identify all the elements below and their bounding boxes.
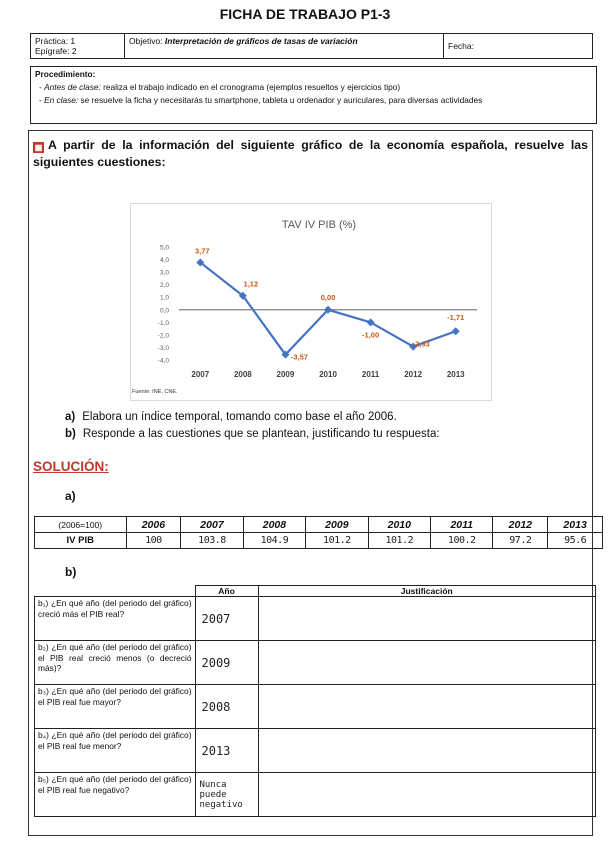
x-tick-label: 2007	[191, 370, 210, 379]
index-year: 2009	[306, 517, 368, 533]
question-row	[35, 685, 596, 729]
question-text: Elabora un índice temporal, tomando como base el año 2006.	[82, 411, 397, 423]
y-tick-label: 2,0	[159, 282, 169, 290]
index-value: 103.8	[181, 533, 243, 549]
question-row	[35, 729, 596, 773]
data-label: 0,00	[320, 292, 336, 302]
x-tick-label: 2012	[404, 370, 423, 379]
date-cell	[444, 34, 593, 59]
index-value: 95.6	[548, 533, 603, 549]
question-row	[35, 773, 596, 817]
procedure-box	[30, 66, 597, 124]
data-label: -3,57	[290, 352, 308, 362]
procedure-item-text: realiza el trabajo indicado en el cronograma (ejemplos resueltos y ejercicios tipo)	[100, 82, 401, 92]
index-year: 2008	[243, 517, 305, 533]
header-table	[30, 33, 593, 59]
chart-frame	[130, 203, 492, 401]
data-label: 1,12	[243, 279, 259, 289]
index-table-header	[35, 517, 603, 533]
data-label: 3,77	[194, 246, 210, 256]
procedure-title: Procedimiento:	[35, 69, 96, 79]
y-tick-label: 5,0	[159, 244, 169, 252]
answer-cell[interactable]: 2008	[195, 685, 258, 729]
question-list	[65, 409, 440, 443]
index-year: 2006	[126, 517, 181, 533]
question-cell: b₁) ¿En qué año (del periodo del gráfico) creció más el PIB real?	[35, 597, 196, 641]
epigraph-label: Epígrafe: 2	[35, 46, 77, 56]
date-label: Fecha:	[448, 41, 474, 51]
question-row	[35, 641, 596, 685]
question-text: Responde a las cuestiones que se plantean, justificando tu respuesta:	[82, 428, 440, 440]
y-tick-label: -2,0	[157, 332, 169, 340]
y-tick-label: 3,0	[159, 269, 169, 277]
task-box	[28, 130, 593, 836]
x-tick-label: 2008	[233, 370, 252, 379]
question-cell: b₄) ¿En qué año (del periodo del gráfico) el PIB real fue menor?	[35, 729, 196, 773]
index-value: 100.2	[431, 533, 493, 549]
task-intro	[33, 137, 588, 171]
index-value: 101.2	[368, 533, 430, 549]
index-year: 2012	[493, 517, 548, 533]
index-year: 2011	[431, 517, 493, 533]
line-chart	[131, 204, 491, 400]
index-row-label: IV PIB	[35, 533, 127, 549]
justification-cell[interactable]	[258, 729, 596, 773]
procedure-item: - En clase: se resuelve la ficha y necesitarás tu smartphone, tableta u ordenador y auriculares, para diversas actividades	[39, 95, 483, 105]
y-tick-label: 0,0	[159, 307, 169, 315]
index-year: 2007	[181, 517, 243, 533]
answer-cell[interactable]: 2013	[195, 729, 258, 773]
solution-title: SOLUCIÓN:	[33, 459, 109, 474]
procedure-item-label: En clase:	[44, 95, 79, 105]
question-letter: a)	[65, 411, 76, 423]
y-tick-label: 1,0	[159, 294, 169, 302]
header-year: Año	[195, 586, 258, 597]
question-letter: b)	[65, 428, 76, 440]
procedure-item-label: Antes de clase:	[44, 82, 101, 92]
data-label: -2,93	[412, 339, 430, 349]
header-blank	[35, 586, 196, 597]
index-table	[34, 516, 603, 549]
justification-cell[interactable]	[258, 773, 596, 817]
y-tick-label: -4,0	[157, 357, 169, 365]
procedure-item: - Antes de clase: realiza el trabajo indicado en el cronograma (ejemplos resueltos y ejercicios tipo)	[39, 82, 401, 92]
document-title: FICHA DE TRABAJO P1-3	[219, 6, 391, 22]
chart-source: Fuente: INE, CNE.	[132, 389, 178, 395]
data-point	[452, 327, 460, 335]
data-label: -1,00	[362, 330, 380, 340]
practice-cell	[31, 34, 125, 59]
x-tick-label: 2010	[319, 370, 337, 379]
question-row	[35, 597, 596, 641]
justification-cell[interactable]	[258, 597, 596, 641]
justification-cell[interactable]	[258, 641, 596, 685]
objective-text: Interpretación de gráficos de tasas de variación	[164, 36, 358, 46]
question-table-header	[35, 586, 596, 597]
question-cell: b₅) ¿En qué año (del periodo del gráfico) el PIB real fue negativo?	[35, 773, 196, 817]
x-tick-label: 2013	[446, 370, 465, 379]
index-year: 2013	[548, 517, 603, 533]
chart-title: TAV IV PIB (%)	[281, 219, 357, 231]
index-value: 104.9	[243, 533, 305, 549]
index-value: 100	[126, 533, 181, 549]
y-tick-label: 4,0	[159, 257, 169, 265]
answer-cell[interactable]: 2007	[195, 597, 258, 641]
index-table-row	[35, 533, 603, 549]
question-item	[65, 409, 440, 426]
data-label: -1,71	[447, 313, 465, 323]
x-tick-label: 2011	[361, 370, 380, 379]
practice-label: Práctica: 1	[35, 36, 76, 46]
task-intro-text: A partir de la información del siguiente gráfico de la economía española, resuelve las siguientes cuestiones:	[33, 138, 588, 169]
header-justification: Justificación	[258, 586, 596, 597]
answer-cell[interactable]: Nunca puede negativo	[195, 773, 258, 817]
y-tick-label: -1,0	[157, 319, 169, 327]
question-item	[65, 426, 440, 443]
part-a-label: a)	[65, 489, 76, 503]
x-tick-label: 2009	[276, 370, 295, 379]
calculator-icon: ▦	[34, 143, 43, 152]
question-cell: b₂) ¿En qué año (del periodo del gráfico) el PIB real creció menos (o decreció más)?	[35, 641, 196, 685]
objective-cell	[125, 34, 444, 59]
justification-cell[interactable]	[258, 685, 596, 729]
y-tick-label: -3,0	[157, 344, 169, 352]
question-cell: b₃) ¿En qué año (del periodo del gráfico) el PIB real fue mayor?	[35, 685, 196, 729]
part-b-label: b)	[65, 565, 77, 579]
answer-cell[interactable]: 2009	[195, 641, 258, 685]
objective-prefix: Objetivo:	[129, 36, 165, 46]
question-table	[34, 585, 596, 817]
index-base-label: (2006=100)	[35, 517, 127, 533]
index-value: 97.2	[493, 533, 548, 549]
index-year: 2010	[368, 517, 430, 533]
index-value: 101.2	[306, 533, 368, 549]
procedure-item-text: se resuelve la ficha y necesitarás tu smartphone, tableta u ordenador y auriculares, para diversas actividades	[78, 95, 483, 105]
